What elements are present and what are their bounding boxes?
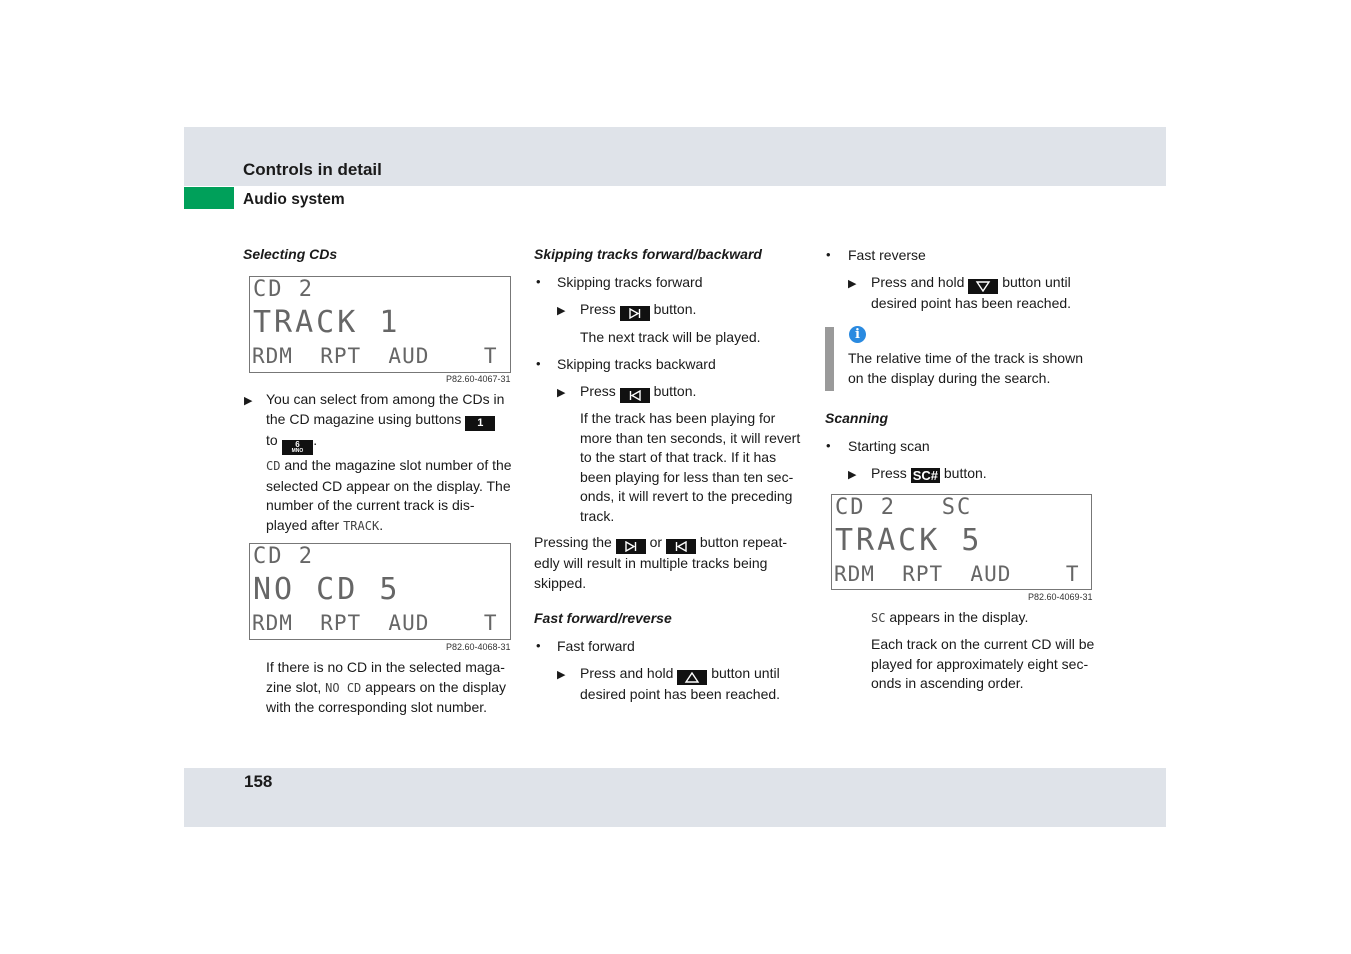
text-line <box>266 678 526 699</box>
skip-backward-icon <box>666 539 696 554</box>
text-span: Pressing the <box>534 534 612 550</box>
text-line: to 6 MNO . <box>266 431 318 454</box>
lcd-display-3 <box>831 494 1092 590</box>
text-line: desired point has been reached. <box>580 686 781 702</box>
paragraph <box>871 635 1111 694</box>
lcd-line-2: TRACK 1 <box>253 305 401 340</box>
instruction-step <box>871 464 987 484</box>
list-item: Skipping tracks forward <box>557 274 703 290</box>
text-line <box>534 533 814 554</box>
paragraph <box>266 658 526 718</box>
up-triangle-icon <box>677 670 707 685</box>
lcd-display-2 <box>249 543 511 640</box>
text-span: and the magazine slot number of the <box>284 457 512 473</box>
display-text: CD <box>266 459 281 473</box>
lcd-line-3: RDM RPT AUD T <box>834 562 1080 586</box>
text-line: Each track on the current CD will be <box>871 636 1095 652</box>
arrow-icon: ▶ <box>557 387 566 399</box>
text-line: on the display during the search. <box>848 369 1051 386</box>
instruction-step <box>871 273 1111 314</box>
text-span: button. <box>653 301 697 317</box>
key-label: 6 <box>295 439 300 449</box>
info-icon: i <box>849 326 866 343</box>
text-line: played after TRACK. <box>266 516 384 533</box>
scan-button-icon: SC# <box>912 468 938 483</box>
text-span: the CD magazine using buttons <box>266 410 462 427</box>
text-line: more than ten seconds, it will revert <box>580 429 801 446</box>
lcd-line-2: NO CD 5 <box>253 572 401 607</box>
text-line <box>580 664 810 685</box>
bullet-icon: • <box>536 274 541 289</box>
text-line: The relative time of the track is shown <box>848 350 1083 366</box>
lcd-line-1: CD 2 SC <box>835 495 973 520</box>
text-line: played for approximately eight sec- <box>871 655 1089 672</box>
figure-ref: P82.60-4068-31 <box>446 642 511 652</box>
display-text: TRACK <box>343 518 380 533</box>
text-span: button repeat- <box>699 534 788 550</box>
result-text: The next track will be played. <box>580 329 761 345</box>
skip-backward-icon <box>620 388 650 403</box>
text-span: to <box>266 431 278 448</box>
lcd-line-3: RDM RPT AUD T <box>252 611 498 635</box>
text-span: Press <box>871 465 907 481</box>
text-line <box>871 273 1111 294</box>
text-line: with the corresponding slot number. <box>266 699 488 715</box>
info-note <box>848 349 1108 388</box>
text-line: desired point has been reached. <box>871 295 1072 311</box>
key-sublabel: MNO <box>291 447 304 454</box>
text-line: selected CD appear on the display. The <box>266 477 511 494</box>
figure-ref: P82.60-4067-31 <box>446 374 511 384</box>
text-span: button until <box>1002 274 1071 290</box>
text-line: You can select from among the CDs in <box>266 391 505 407</box>
arrow-icon: ▶ <box>848 469 857 481</box>
text-span: Press <box>580 301 616 317</box>
arrow-icon: ▶ <box>244 395 253 407</box>
list-item: Starting scan <box>848 438 930 454</box>
selecting-cds-heading: Selecting CDs <box>243 246 338 262</box>
fast-forward-reverse-heading: Fast forward/reverse <box>534 610 672 626</box>
text-line: onds, it will revert to the preceding <box>580 488 793 504</box>
text-line: If there is no CD in the selected maga- <box>266 659 505 675</box>
bullet-icon: • <box>536 356 541 371</box>
paragraph <box>871 608 1028 629</box>
text-span: Press <box>580 383 616 399</box>
text-span: Press and hold <box>580 665 674 681</box>
text-span: button until <box>711 665 780 681</box>
section-marker <box>184 187 234 209</box>
skipping-heading: Skipping tracks forward/backward <box>534 246 762 262</box>
text-line: If the track has been playing for <box>580 410 776 426</box>
text-span: Press and hold <box>871 274 965 290</box>
bullet-icon: • <box>826 247 831 262</box>
arrow-icon: ▶ <box>848 278 857 290</box>
text-span: or <box>649 534 663 550</box>
display-text: NO CD <box>325 680 362 695</box>
text-span: appears on the display <box>365 678 507 695</box>
text-line: to the start of that track. If it has <box>580 449 777 465</box>
key-1-icon: 1 <box>465 416 495 431</box>
down-triangle-icon <box>968 279 998 294</box>
footer-band <box>184 768 1166 827</box>
text-line: number of the current track is dis- <box>266 497 475 513</box>
paragraph <box>580 409 810 526</box>
bullet-icon: • <box>826 438 831 453</box>
text-span: zine slot, <box>266 678 322 695</box>
text-line: been playing for less than ten sec- <box>580 468 794 485</box>
skip-forward-icon <box>616 539 646 554</box>
arrow-icon: ▶ <box>557 669 566 681</box>
text-line: track. <box>580 507 615 524</box>
lcd-display-1 <box>249 276 511 373</box>
list-item: Fast reverse <box>848 247 926 263</box>
text-line: onds in ascending order. <box>871 675 1024 691</box>
text-line: skipped. <box>534 574 587 591</box>
text-span: button. <box>943 465 987 481</box>
instruction-step <box>580 382 696 403</box>
scanning-heading: Scanning <box>825 410 889 426</box>
text-line <box>266 410 526 431</box>
lcd-line-2: TRACK 5 <box>835 523 983 558</box>
instruction-step <box>580 664 810 705</box>
text-span: appears in the display. <box>889 609 1029 625</box>
lcd-line-1: CD 2 <box>253 544 314 569</box>
text-span: button. <box>653 383 697 399</box>
text-line <box>266 456 526 477</box>
subsection-title: Audio system <box>243 191 345 208</box>
arrow-icon: ▶ <box>557 305 566 317</box>
instruction-step <box>580 300 696 321</box>
text-line: edly will result in multiple tracks being <box>534 555 768 571</box>
instruction-step <box>266 390 526 455</box>
key-6-icon <box>282 440 314 455</box>
paragraph <box>534 533 814 593</box>
paragraph <box>266 456 526 536</box>
bullet-icon: • <box>536 638 541 653</box>
info-bar <box>825 327 834 391</box>
display-text: SC <box>871 611 886 625</box>
lcd-line-1: CD 2 <box>253 277 314 302</box>
lcd-line-3: RDM RPT AUD T <box>252 344 498 368</box>
skip-forward-icon <box>620 306 650 321</box>
page-number: 158 <box>244 772 273 791</box>
list-item: Fast forward <box>557 638 635 654</box>
text-span: played after <box>266 516 340 533</box>
section-title: Controls in detail <box>243 160 382 179</box>
list-item: Skipping tracks backward <box>557 356 716 372</box>
figure-ref: P82.60-4069-31 <box>1028 592 1093 602</box>
